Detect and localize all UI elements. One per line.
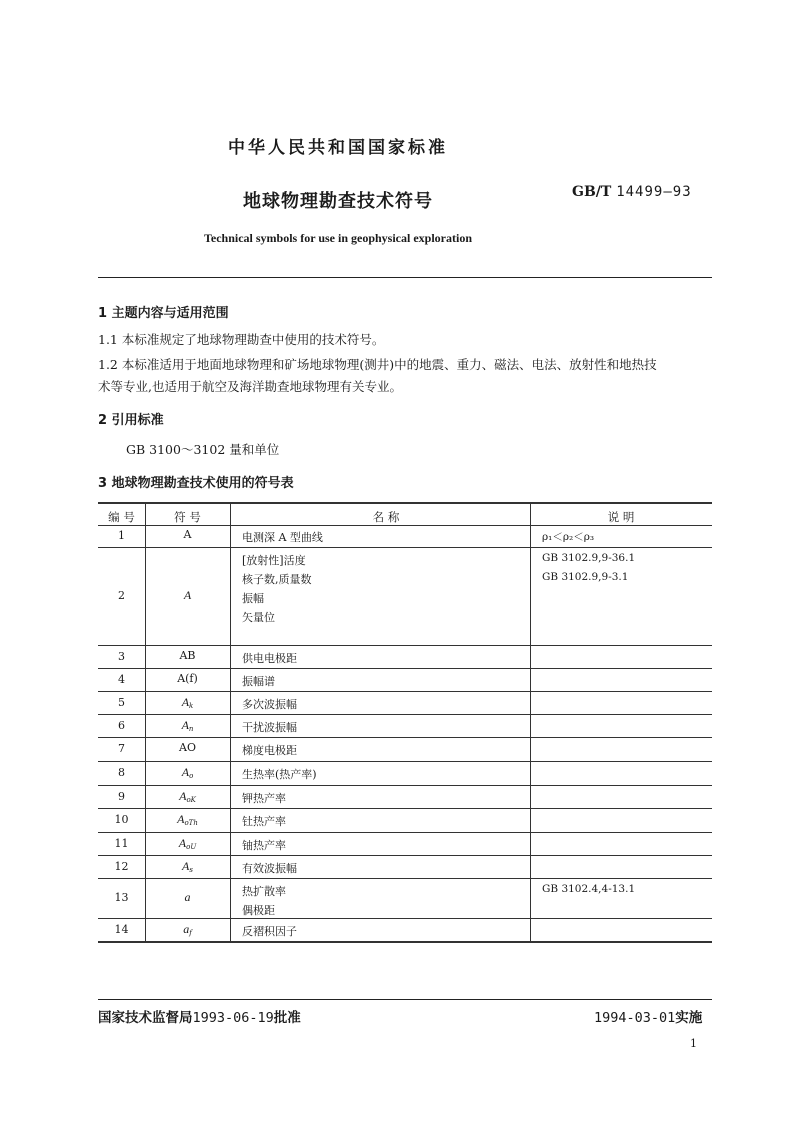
symbol-table (98, 502, 712, 943)
row-number: 5 (118, 696, 125, 709)
row-number: 6 (118, 719, 125, 732)
header-rule (98, 277, 712, 278)
table-rule (98, 668, 712, 669)
row-number: 4 (118, 673, 125, 686)
row-name: 矢量位 (242, 611, 275, 624)
row-name: [放射性]活度 (242, 554, 306, 567)
row-symbol (145, 649, 230, 662)
implementation-suffix: 实施 (675, 1010, 703, 1026)
table-rule (98, 502, 712, 504)
row-symbol (145, 588, 230, 603)
section-3-heading: 3 地球物理勘查技术使用的符号表 (98, 476, 294, 491)
row-name: 振幅谱 (242, 675, 275, 688)
symbol-main: AB (179, 649, 196, 662)
table-rule (98, 547, 712, 548)
row-symbol (145, 836, 230, 851)
table-rule (98, 878, 712, 879)
table-rule (98, 941, 712, 943)
row-symbol (145, 528, 230, 541)
clause-1-2-line1: 1.2 本标准适用于地面地球物理和矿场地球物理(测井)中的地震、重力、磁法、电法、放射性和地热技 (98, 357, 657, 372)
row-name: 反褶积因子 (242, 925, 297, 938)
table-rule (98, 761, 712, 762)
row-symbol (145, 812, 230, 827)
row-symbol (145, 672, 230, 685)
symbol-subscript: k (189, 702, 194, 710)
symbol-main: A (183, 588, 192, 602)
table-column-rule (530, 502, 531, 941)
symbol-main: A (179, 789, 187, 803)
row-name: 梯度电极距 (242, 744, 297, 757)
organization-title: 中华人民共和国国家标准 (228, 138, 448, 158)
row-number: 1 (118, 529, 125, 542)
approval-date: 1993-06-19 (192, 1010, 274, 1026)
table-column-rule (230, 502, 231, 941)
row-note: GB 3102.9,9-3.1 (542, 571, 629, 583)
table-rule (98, 855, 712, 856)
symbol-subscript: oU (186, 843, 197, 851)
row-number: 3 (118, 650, 125, 663)
row-number: 7 (118, 742, 125, 755)
table-rule (98, 645, 712, 646)
row-number: 2 (118, 589, 125, 602)
row-name: 供电电极距 (242, 652, 297, 665)
approval-line (98, 1006, 301, 1026)
table-rule (98, 808, 712, 809)
table-rule (98, 737, 712, 738)
symbol-main: a (183, 922, 190, 936)
table-rule (98, 691, 712, 692)
clause-1-1: 1.1 本标准规定了地球物理勘查中使用的技术符号。 (98, 332, 385, 347)
table-rule (98, 525, 712, 526)
row-name: 生热率(热产率) (242, 768, 317, 781)
symbol-main: A (181, 695, 190, 709)
row-name: 热扩散率 (242, 885, 286, 898)
english-title: Technical symbols for use in geophysical exploration (203, 231, 473, 245)
table-rule (98, 714, 712, 715)
symbol-subscript: s (189, 866, 193, 874)
row-name: 钾热产率 (242, 792, 286, 805)
symbol-main: A(f) (177, 672, 198, 685)
symbol-subscript: oTh (184, 819, 198, 827)
row-name: 钍热产率 (242, 815, 286, 828)
approval-suffix: 批准 (273, 1010, 301, 1026)
table-rule (98, 832, 712, 833)
symbol-main: A (182, 859, 190, 873)
document-title: 地球物理勘查技术符号 (243, 191, 433, 212)
implementation-date: 1994-03-01 (594, 1010, 676, 1026)
row-note: GB 3102.9,9-36.1 (542, 552, 636, 564)
table-column-rule (145, 502, 146, 941)
table-rule (98, 785, 712, 786)
footer-rule (98, 999, 712, 1000)
row-symbol (145, 890, 230, 905)
row-number: 12 (114, 860, 129, 873)
header-symbol: 符 号 (174, 510, 201, 524)
section-2-heading: 2 引用标准 (98, 413, 164, 428)
symbol-subscript: n (188, 725, 194, 733)
row-symbol (145, 741, 230, 754)
row-number: 14 (114, 923, 129, 936)
normative-reference: GB 3100～3102 量和单位 (126, 442, 280, 457)
row-number: 10 (114, 813, 129, 826)
row-symbol (145, 922, 230, 937)
page-number: 1 (690, 1037, 697, 1050)
row-note: ρ₁＜ρ₂＜ρ₃ (542, 531, 595, 543)
header-note: 说 明 (607, 510, 635, 524)
header-name: 名 称 (372, 510, 400, 524)
row-name: 干扰波振幅 (242, 721, 297, 734)
table-rule (98, 918, 712, 919)
approval-org: 国家技术监督局 (98, 1010, 193, 1026)
row-number: 11 (114, 837, 129, 850)
symbol-main: AO (179, 741, 196, 754)
standard-code: 14499—93 (616, 184, 692, 200)
symbol-main: A (183, 528, 192, 541)
row-note: GB 3102.4,4-13.1 (542, 883, 636, 895)
row-symbol (145, 859, 230, 874)
row-name: 核子数,质量数 (242, 573, 312, 586)
standard-prefix: GB/T (572, 184, 612, 200)
row-symbol (145, 765, 230, 780)
row-name: 偶极距 (242, 904, 275, 917)
standard-number (572, 184, 692, 200)
row-number: 9 (118, 790, 125, 803)
row-name: 振幅 (242, 592, 264, 605)
implementation-line (594, 1006, 702, 1026)
row-symbol (145, 789, 230, 804)
row-number: 13 (114, 891, 129, 904)
symbol-main: A (181, 765, 190, 779)
section-1-heading: 1 主题内容与适用范围 (98, 306, 229, 321)
symbol-main: a (184, 890, 191, 904)
row-number: 8 (118, 766, 125, 779)
clause-1-2-line2: 术等专业,也适用于航空及海洋勘查地球物理有关专业。 (98, 379, 402, 394)
row-name: 铀热产率 (242, 839, 286, 852)
row-name: 有效波振幅 (242, 862, 297, 875)
row-symbol (145, 718, 230, 733)
symbol-subscript: f (189, 929, 192, 937)
row-name: 多次波振幅 (242, 698, 297, 711)
row-symbol (145, 695, 230, 710)
row-name: 电测深 A 型曲线 (242, 531, 323, 544)
symbol-main: A (177, 812, 185, 826)
symbol-main: A (178, 836, 187, 850)
symbol-subscript: oK (186, 796, 196, 804)
symbol-subscript: o (189, 772, 194, 780)
header-number: 编 号 (108, 510, 135, 524)
symbol-main: A (181, 718, 189, 732)
